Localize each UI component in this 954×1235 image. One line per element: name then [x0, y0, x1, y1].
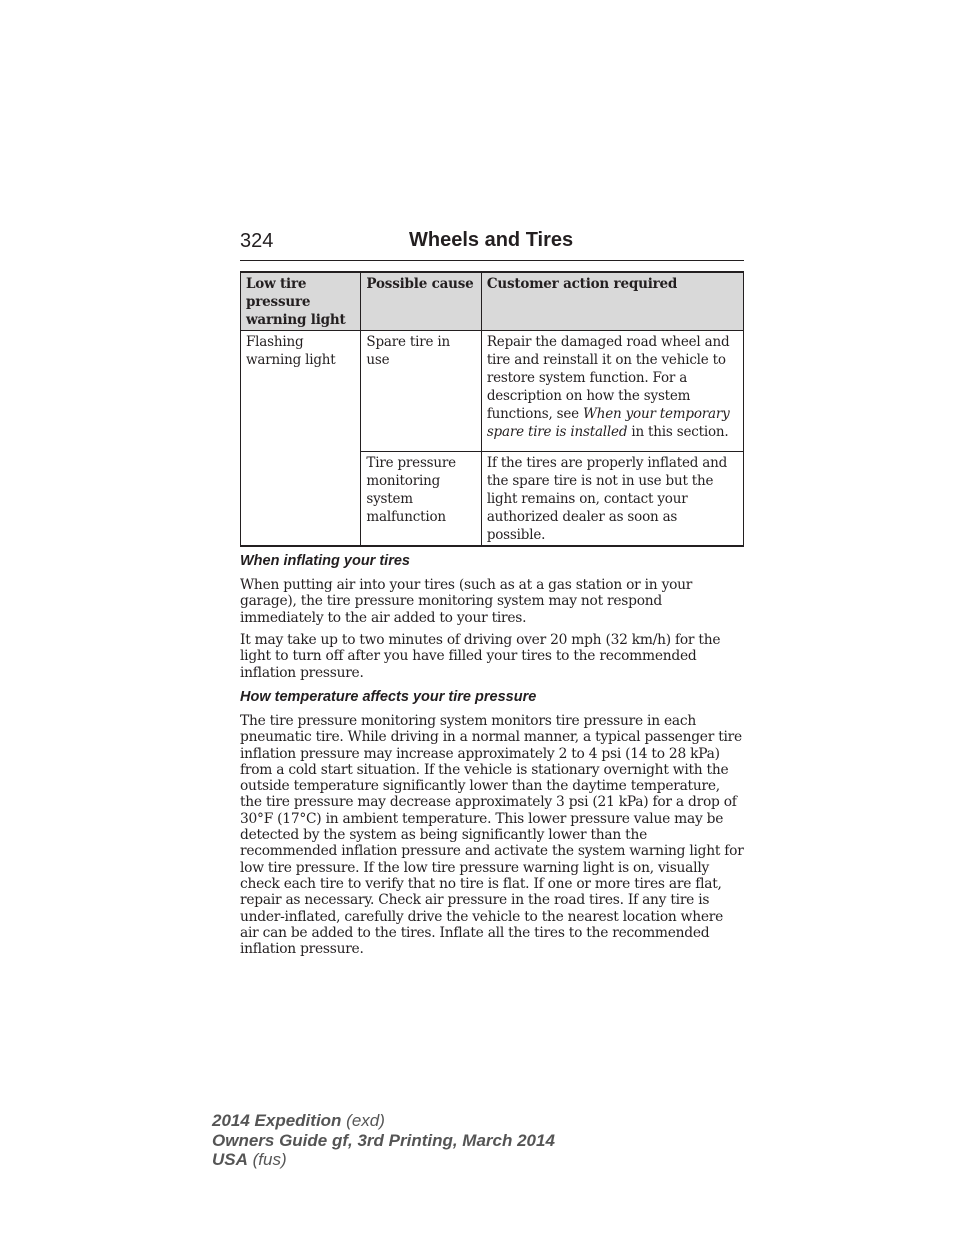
footer-guide: Owners Guide gf, 3rd Printing, March 2014: [212, 1130, 555, 1150]
table-row: [241, 331, 744, 452]
section-heading-inflating: When inflating your tires: [240, 553, 410, 569]
page-header: [240, 228, 744, 261]
footer-model-line: [212, 1111, 555, 1131]
footer-market-line: [212, 1150, 555, 1170]
warning-light-cell: Flashing warning light: [241, 331, 361, 547]
cause-cell: Tire pressure monitoring system malfunction: [361, 452, 481, 547]
table-header-row: [241, 272, 744, 331]
chapter-title: Wheels and Tires: [409, 229, 574, 251]
action-cell: [481, 331, 743, 452]
footer-guide-line: [212, 1131, 555, 1151]
footer-market-code: (fus): [247, 1150, 287, 1169]
body-paragraph: When putting air into your tires (such as at a gas station or in your garage), the tire pressure monitoring system may not respond immediately to the air added to your tires.: [240, 577, 693, 626]
column-header-warning-light: Low tire pressure warning light: [241, 272, 361, 331]
cause-cell: Spare tire in use: [361, 331, 481, 452]
footer-model-code: (exd): [341, 1111, 385, 1130]
column-header-possible-cause: Possible cause: [361, 272, 481, 331]
action-cell: If the tires are properly inflated and the spare tire is not in use but the light remains on, contact your authorized dealer as soon as possible.: [481, 452, 743, 547]
page-footer: [212, 1111, 555, 1170]
tpms-warning-table: [240, 271, 744, 547]
column-header-customer-action: Customer action required: [481, 272, 743, 331]
body-paragraph: It may take up to two minutes of driving over 20 mph (32 km/h) for the light to turn off after you have filled your tires to the recommended inflation pressure.: [240, 632, 721, 681]
cross-reference: When your temporary spare tire is installed: [486, 406, 730, 440]
action-text: Repair the damaged road wheel and tire and reinstall it on the vehicle to restore system function. For a description on how the system functions, see: [486, 334, 730, 422]
action-text-end: in this section.: [627, 424, 729, 440]
footer-model: 2014 Expedition: [212, 1111, 342, 1130]
footer-market: USA: [212, 1150, 248, 1169]
section-heading-temperature: How temperature affects your tire pressure: [240, 689, 537, 705]
page-number: 324: [240, 230, 274, 252]
body-paragraph: The tire pressure monitoring system monitors tire pressure in each pneumatic tire. While driving in a normal manner, a typical passenger tire inflation pressure may increase approximately 2 to 4 psi (14 to 28 kPa) from a cold start situation. If the vehicle is stationary overnight with the outside temperature significantly lower than the daytime temperature, the tire pressure may decrease approximately 3 psi (21 kPa) for a drop of 30°F (17°C) in ambient temperature. This lower pressure value may be detected by the system as being significantly lower than the recommended inflation pressure and activate the system warning light for low tire pressure. If the low tire pressure warning light is on, visually check each tire to verify that no tire is flat. If one or more tires are flat, repair as necessary. Check air pressure in the road tires. If any tire is under-inflated, carefully drive the vehicle to the nearest location where air can be added to the tires. Inflate all the tires to the recommended inflation pressure.: [240, 713, 744, 958]
